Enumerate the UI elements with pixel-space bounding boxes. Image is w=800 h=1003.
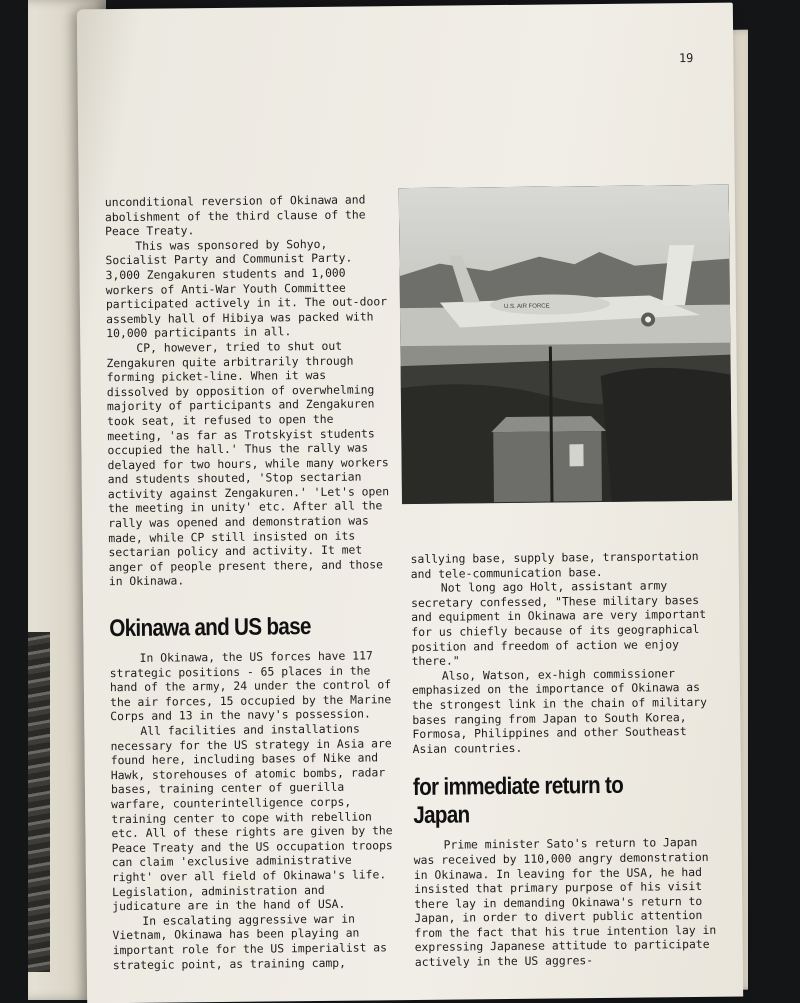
- paragraph: All facilities and installations necessary for the US strategy in Asia are found here, including bases of Nike and Hawk, storehouses of atomic bombs, radar bases, training center of guerilla warfare, counterintelligence corps, training center to cope with rebellion etc. All of these rights are given by the Peace Treaty and the US occupation troops can claim 'exclusive administrative right' over all field of Okinawa's life. Legislation, administration and judicature are in the hand of USA.: [110, 721, 393, 914]
- page-number: 19: [678, 51, 694, 66]
- right-column: [411, 549, 721, 970]
- airfield-photo-illustration: [399, 185, 732, 504]
- airfield-photo: [399, 185, 732, 504]
- facing-page-photo-edge: [28, 632, 50, 972]
- paragraph: Not long ago Holt, assistant army secretary confessed, "These military bases and equipment in Okinawa are very important for us chiefly because of its geographical position and freedom of action we enjoy there.": [410, 578, 707, 669]
- paragraph: This was sponsored by Sohyo, Socialist Party and Communist Party. 3,000 Zengakuren students and 1,000 workers of Anti-War Youth Committee participated actively in it. The out-door assembly hall of Hibiya was packed with 10,000 participants in all.: [105, 236, 388, 341]
- left-column: [105, 192, 395, 972]
- paragraph: CP, however, tried to shut out Zengakuren quite arbitrarily through forming picket-line. When it was dissolved by opposition of overwhelming majority of participants and Zengakuren took seat, it refused to open the meeting, 'as far as Trotskyist students occupied the hall.' Thus the rally was delayed for two hours, while many workers and students shouted, 'Stop sectarian activity against Zengakuren.' 'Let's open the meeting in unity' etc. After all the rally was opened and demonstration was made, while CP still insisted on its sectarian policy and activity. It met anger of people present there, and those in Okinawa.: [106, 338, 390, 589]
- section-heading-immediate-return: for immediate return to Japan: [412, 772, 624, 830]
- photo-tail-marking: U.S. AIR FORCE: [503, 303, 550, 311]
- magazine-page: [77, 3, 743, 1003]
- paragraph: sallying base, supply base, transportation and tele-communication base.: [410, 548, 699, 581]
- paragraph: In Okinawa, the US forces have 117 strategic positions - 65 places in the hand of the army, 24 under the control of the air forces, 15 occupied by the Marine Corps and 13 in the navy's possession.: [109, 648, 392, 724]
- paragraph: unconditional reversion of Okinawa and abolishment of the third clause of the Peace Treaty.: [104, 192, 366, 239]
- paragraph: Also, Watson, ex-high commissioner emphasized on the importance of Okinawa as the strongest link in the chain of military bases ranging from Japan to South Korea, Formosa, Philippines and other Southeast Asian countries.: [411, 665, 708, 756]
- section-heading-okinawa-us-base: Okinawa and US base: [109, 613, 311, 643]
- paragraph: Prime minister Sato's return to Japan was received by 110,000 angry demonstration in Okinawa. In leaving for the USA, he had insisted that primary purpose of his visit there lay in demanding Okinawa's return to Japan, in order to divert public attention from the fact that his true intention lay in expressing Japanese attitude to participate actively in the US aggres-: [413, 835, 717, 970]
- paragraph: In escalating aggressive war in Vietnam, Okinawa has been playing an important role for the US imperialist as strategic point, as training camp,: [112, 911, 388, 972]
